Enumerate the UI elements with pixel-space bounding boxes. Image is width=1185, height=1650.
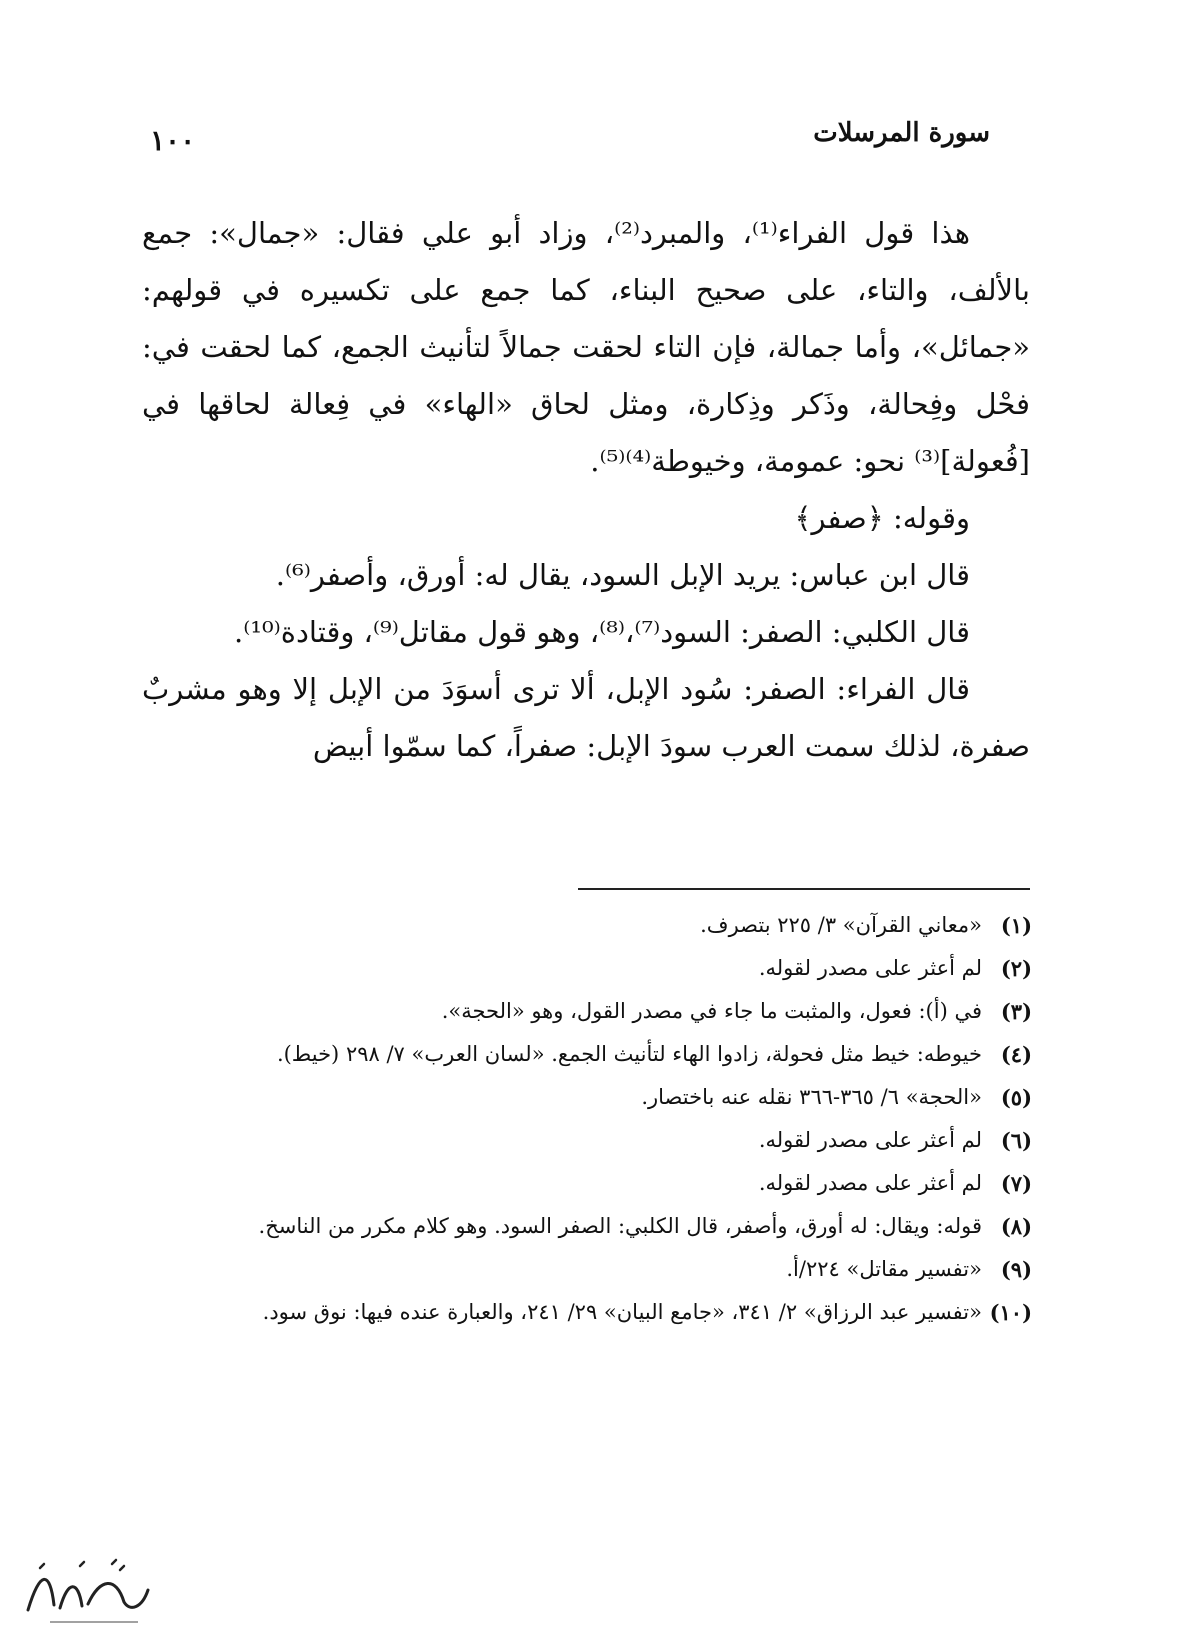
paragraph: قال الفراء: الصفر: سُود الإبل، ألا ترى أسوَدَ من الإبل إلا وهو مشربٌ صفرة، لذلك سمت العرب سودَ الإبل: صفراً، كما سمّوا أبيض <box>142 672 1030 763</box>
footnote <box>140 1206 1032 1247</box>
footnote-text: قوله: ويقال: له أورق، وأصفر، قال الكلبي: الصفر السود. وهو كلام مكرر من الناسخ. <box>258 1214 982 1238</box>
footnote-number: (٥) <box>1000 1085 1032 1110</box>
footnote-text: خيوطه: خيط مثل فحولة، زادوا الهاء لتأنيث الجمع. «لسان العرب» ٧/ ٢٩٨ (خيط). <box>276 1042 982 1066</box>
paragraph: هذا قول الفراء⁽¹⁾، والمبرد⁽²⁾، وزاد أبو علي فقال: «جمال»: جمع بالألف، والتاء، على صحيح البناء، كما جمع على تكسيره في قولهم: «جمائل»، وأما جمالة، فإن التاء لحقت جمالاً لتأنيث الجمع، كما لحقت في: فحْل وفِحالة، وذَكر وذِكارة، ومثل لحاق «الهاء» في فِعالة لحاقها في [فُعولة]⁽³⁾ نحو: عمومة، وخيوطة⁽⁴⁾⁽⁵⁾. <box>142 216 1030 478</box>
footnote-text: في (أ): فعول، والمثبت ما جاء في مصدر القول، وهو «الحجة». <box>441 999 982 1023</box>
footnote-number: (٢) <box>1000 956 1032 981</box>
footnote <box>140 991 1032 1032</box>
surah-title: سورة المرسلات <box>813 118 990 148</box>
paragraph: قال الكلبي: الصفر: السود⁽⁷⁾،⁽⁸⁾، وهو قول مقاتل⁽⁹⁾، وقتادة⁽¹⁰⁾. <box>234 615 970 649</box>
footnote-number: (٨) <box>1000 1214 1032 1239</box>
footnote-number: (٦) <box>1000 1128 1032 1153</box>
footnote-number: (٧) <box>1000 1171 1032 1196</box>
footnote-number: (٩) <box>1000 1257 1032 1282</box>
footnote-text: «تفسير مقاتل» ٢٢٤/أ. <box>786 1257 982 1281</box>
footnote <box>140 1034 1032 1075</box>
footnote-number: (١٠) <box>989 1300 1032 1325</box>
footnote <box>140 1249 1032 1290</box>
publisher-logo <box>20 1550 155 1630</box>
footnotes <box>140 905 1032 1335</box>
footnote-text: لم أعثر على مصدر لقوله. <box>758 1171 982 1195</box>
footnote <box>140 1077 1032 1118</box>
footnote <box>140 905 1032 946</box>
calligraphy-logo-icon <box>20 1550 155 1630</box>
footnote-text: لم أعثر على مصدر لقوله. <box>758 956 982 980</box>
footnote-separator <box>578 888 1030 890</box>
footnote-text: «تفسير عبد الرزاق» ٢/ ٣٤١، «جامع البيان» ٢٩/ ٢٤١، والعبارة عنده فيها: نوق سود. <box>262 1300 982 1324</box>
footnote-text: «الحجة» ٦/ ٣٦٥-٣٦٦ نقله عنه باختصار. <box>641 1085 982 1109</box>
page-number: ١٠٠ <box>150 124 196 157</box>
footnote-number: (١) <box>1000 913 1032 938</box>
footnote-number: (٣) <box>1000 999 1032 1024</box>
footnote <box>140 948 1032 989</box>
paragraph: وقوله: ﴿صفر﴾ <box>794 501 970 535</box>
footnote <box>140 1163 1032 1204</box>
main-text <box>142 205 1030 775</box>
footnote-text: «معاني القرآن» ٣/ ٢٢٥ بتصرف. <box>700 913 982 937</box>
footnote <box>140 1120 1032 1161</box>
footnote <box>140 1292 1032 1333</box>
page-header <box>150 118 1035 168</box>
footnote-text: لم أعثر على مصدر لقوله. <box>758 1128 982 1152</box>
footnote-number: (٤) <box>1000 1042 1032 1067</box>
paragraph: قال ابن عباس: يريد الإبل السود، يقال له: أورق، وأصفر⁽⁶⁾. <box>275 558 970 592</box>
